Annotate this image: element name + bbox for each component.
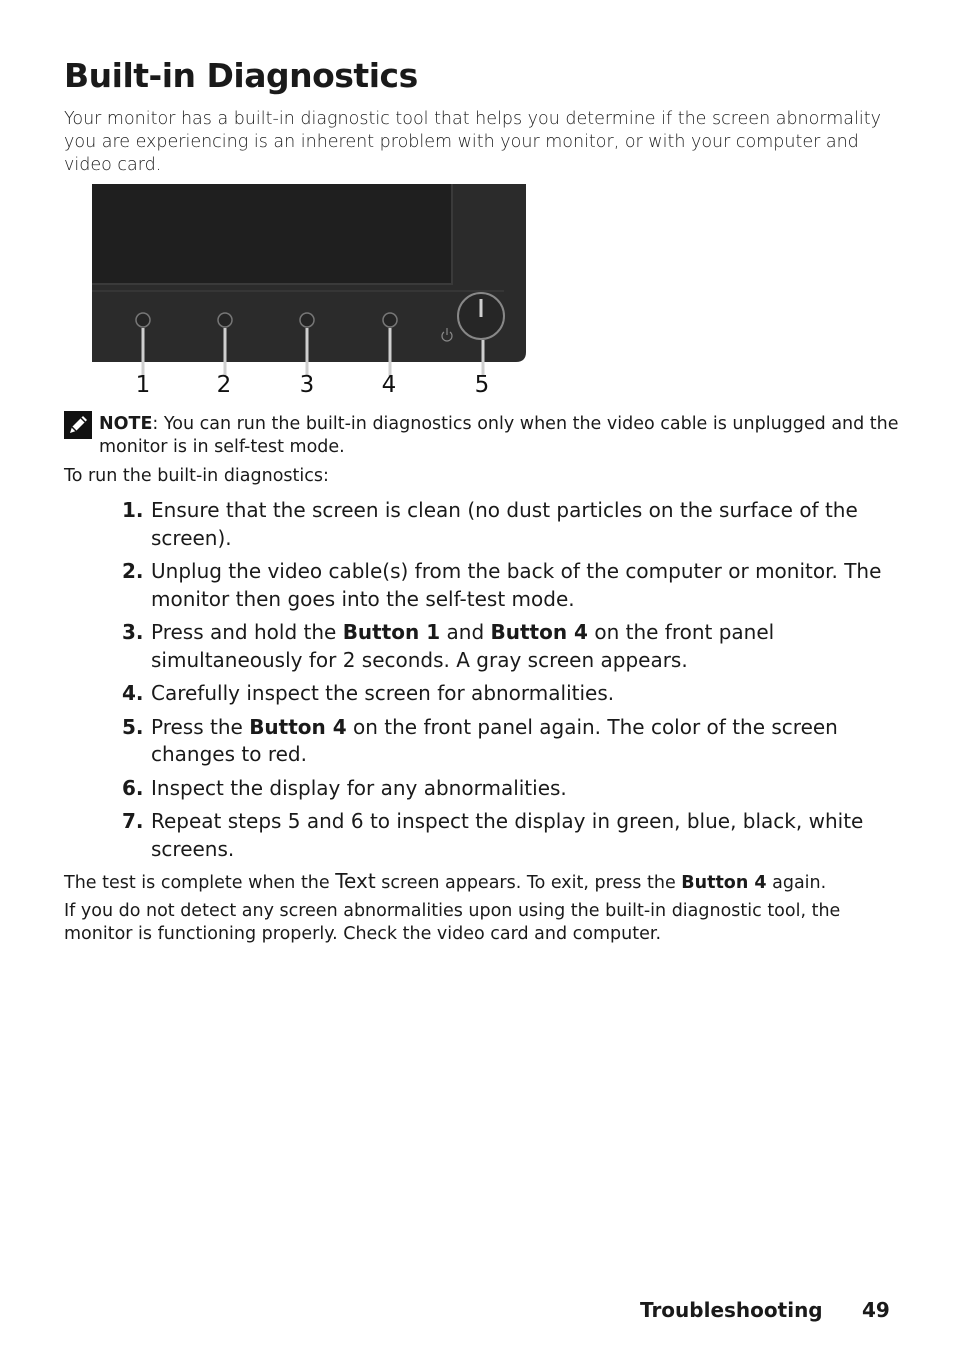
step-6 xyxy=(122,775,887,803)
step-number: 2. xyxy=(122,559,144,583)
front-panel-button-2 xyxy=(218,313,232,327)
figure-label-3: 3 xyxy=(299,372,315,398)
button-4-ref: Button 4 xyxy=(681,873,767,893)
figure-label-4: 4 xyxy=(381,372,397,398)
step-3 xyxy=(122,619,887,674)
page-number: 49 xyxy=(862,1298,890,1322)
figure-label-1: 1 xyxy=(135,372,151,398)
step-2 xyxy=(122,558,887,613)
step-text: Repeat steps 5 and 6 to inspect the display in green, blue, black, white screens. xyxy=(151,809,864,861)
page-title: Built-in Diagnostics xyxy=(64,56,418,95)
monitor-screen xyxy=(92,184,452,284)
step-text: Press the Button 4 on the front panel again. The color of the screen changes to red. xyxy=(151,714,838,766)
footer-section-title: Troubleshooting xyxy=(640,1298,823,1322)
step-number: 4. xyxy=(122,681,144,705)
button-4-ref: Button 4 xyxy=(490,620,588,644)
note-text: : You can run the built-in diagnostics only when the video cable is unplugged and the monitor is in self-test mode. xyxy=(99,414,899,457)
to-run-intro: To run the built-in diagnostics: xyxy=(64,466,329,486)
step-text: Ensure that the screen is clean (no dust particles on the surface of the screen). xyxy=(151,498,858,550)
text-screen-word: Text xyxy=(335,869,376,893)
diagnostic-steps-list xyxy=(122,497,887,869)
figure-label-2: 2 xyxy=(216,372,232,398)
pencil-note-icon xyxy=(64,411,92,439)
step-text: Press and hold the Button 1 and Button 4 on the front panel simultaneously for 2 seconds. A gray screen appears. xyxy=(151,620,775,672)
intro-paragraph: Your monitor has a built-in diagnostic tool that helps you determine if the screen abnormality you are experiencing is an inherent problem with your monitor, or with your computer and video card. xyxy=(64,109,881,175)
step-text: Inspect the display for any abnormalities. xyxy=(151,775,567,800)
button-4-ref: Button 4 xyxy=(249,714,347,739)
final-paragraph: If you do not detect any screen abnormalities upon using the built-in diagnostic tool, the monitor is functioning properly. Check the video card and computer. xyxy=(64,901,841,944)
step-7 xyxy=(122,808,887,863)
step-text: Carefully inspect the screen for abnormalities. xyxy=(151,681,615,705)
step-text: Unplug the video cable(s) from the back of the computer or monitor. The monitor then goes into the self-test mode. xyxy=(151,559,882,611)
step-number: 7. xyxy=(122,809,144,833)
note-label: NOTE xyxy=(99,414,153,434)
step-number: 6. xyxy=(122,775,144,800)
step-5 xyxy=(122,714,887,769)
figure-label-5: 5 xyxy=(474,372,490,398)
front-panel-button-3 xyxy=(300,313,314,327)
step-1 xyxy=(122,497,887,552)
step-number: 1. xyxy=(122,498,144,522)
front-panel-button-4 xyxy=(383,313,397,327)
step-number: 5. xyxy=(122,714,144,739)
front-panel-button-1 xyxy=(136,313,150,327)
button-1-ref: Button 1 xyxy=(342,620,441,644)
step-4 xyxy=(122,680,887,708)
note-paragraph xyxy=(99,413,899,459)
step-number: 3. xyxy=(122,620,144,644)
test-complete-paragraph: The test is complete when the Text screen appears. To exit, press the Button 4 again. xyxy=(64,869,827,893)
